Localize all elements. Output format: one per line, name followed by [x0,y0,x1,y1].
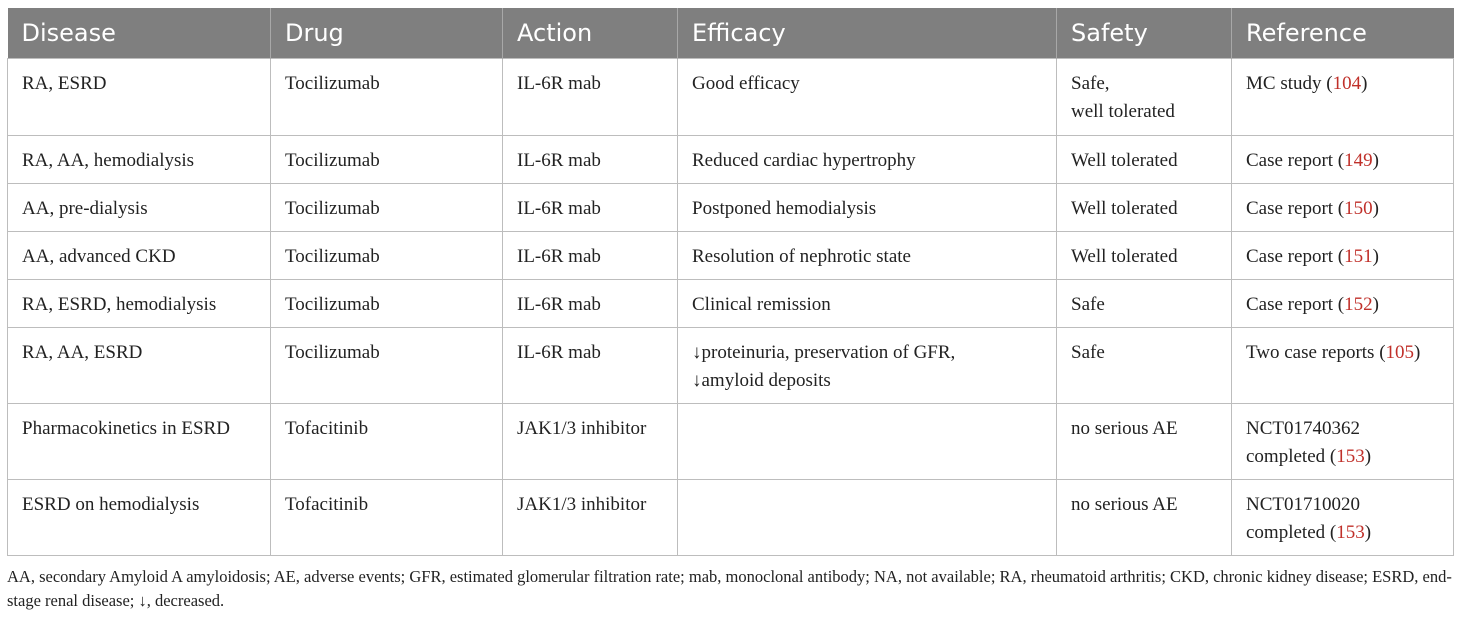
reference-text: MC study ( [1246,72,1333,94]
cell-action: JAK1/3 inhibitor [503,479,678,555]
reference-close: ) [1372,149,1379,171]
cell-efficacy: Good efficacy [678,58,1057,135]
cell-drug: Tofacitinib [271,479,503,555]
header-efficacy: Efficacy [678,8,1057,58]
table-container [7,8,1453,556]
cell-safety: Safe [1057,327,1232,403]
cell-action: IL-6R mab [503,183,678,231]
cell-efficacy [678,403,1057,479]
cell-efficacy: Postponed hemodialysis [678,183,1057,231]
table-footnote: AA, secondary Amyloid A amyloidosis; AE, adverse events; GFR, estimated glomerular filtration rate; mab, monoclonal antibody; NA, not available; RA, rheumatoid arthritis; CKD, chronic kidney disease; ESRD, end-stage renal disease; ↓, decreased. [7,567,1452,610]
cell-drug: Tofacitinib [271,403,503,479]
cell-reference [1232,327,1454,403]
reference-close: ) [1372,197,1379,219]
cell-efficacy: ↓proteinuria, preservation of GFR, ↓amyloid deposits [678,327,1057,403]
cell-action: IL-6R mab [503,135,678,183]
reference-close: ) [1414,341,1421,363]
cell-reference [1232,403,1454,479]
reference-link[interactable]: 151 [1344,245,1373,267]
cell-drug: Tocilizumab [271,327,503,403]
reference-close: ) [1364,445,1372,467]
cell-reference [1232,58,1454,135]
reference-link[interactable]: 149 [1344,149,1373,171]
header-safety: Safety [1057,8,1232,58]
cell-safety: no serious AE [1057,479,1232,555]
table-row [8,279,1454,327]
reference-close: ) [1372,245,1379,267]
table-row [8,58,1454,135]
cell-drug: Tocilizumab [271,183,503,231]
reference-text: Case report ( [1246,197,1345,219]
cell-reference [1232,279,1454,327]
reference-link[interactable]: 152 [1344,293,1373,315]
reference-link[interactable]: 104 [1332,72,1362,94]
cell-reference [1232,479,1454,555]
cell-drug: Tocilizumab [271,58,503,135]
reference-text: Case report ( [1246,245,1345,267]
header-drug: Drug [271,8,503,58]
cell-disease: RA, AA, ESRD [8,327,271,403]
cell-disease: AA, pre-dialysis [8,183,271,231]
cell-safety: Well tolerated [1057,231,1232,279]
cell-action: IL-6R mab [503,279,678,327]
cell-action: IL-6R mab [503,58,678,135]
cell-safety: no serious AE [1057,403,1232,479]
cell-safety: Safe [1057,279,1232,327]
cell-action: IL-6R mab [503,327,678,403]
table-row [8,479,1454,555]
cell-reference [1232,135,1454,183]
reference-close: ) [1361,72,1368,94]
cell-safety: Well tolerated [1057,183,1232,231]
reference-link[interactable]: 105 [1385,341,1415,363]
header-disease: Disease [8,8,271,58]
cell-reference [1232,231,1454,279]
reference-text: Case report ( [1246,149,1345,171]
cell-reference [1232,183,1454,231]
reference-link[interactable]: 150 [1344,197,1373,219]
reference-close: ) [1372,293,1379,315]
reference-text: Case report ( [1246,293,1345,315]
reference-close: ) [1364,521,1372,543]
cell-efficacy: Reduced cardiac hypertrophy [678,135,1057,183]
reference-text: NCT01710020 completed ( [1246,493,1360,543]
cell-disease: ESRD on hemodialysis [8,479,271,555]
table-row [8,327,1454,403]
drug-table [7,8,1454,556]
table-row [8,231,1454,279]
cell-disease: AA, advanced CKD [8,231,271,279]
cell-safety: Well tolerated [1057,135,1232,183]
reference-text: NCT01740362 completed ( [1246,417,1360,467]
cell-drug: Tocilizumab [271,135,503,183]
reference-text: Two case reports ( [1246,341,1386,363]
cell-disease: RA, ESRD, hemodialysis [8,279,271,327]
cell-drug: Tocilizumab [271,231,503,279]
table-row [8,135,1454,183]
cell-action: JAK1/3 inhibitor [503,403,678,479]
table-row [8,183,1454,231]
reference-link[interactable]: 153 [1336,521,1365,543]
header-action: Action [503,8,678,58]
cell-efficacy [678,479,1057,555]
cell-disease: RA, AA, hemodialysis [8,135,271,183]
cell-safety: Safe, well tolerated [1057,58,1232,135]
reference-link[interactable]: 153 [1336,445,1365,467]
table-row [8,403,1454,479]
cell-efficacy: Clinical remission [678,279,1057,327]
table-header-row [8,8,1454,58]
cell-efficacy: Resolution of nephrotic state [678,231,1057,279]
cell-disease: Pharmacokinetics in ESRD [8,403,271,479]
cell-drug: Tocilizumab [271,279,503,327]
cell-action: IL-6R mab [503,231,678,279]
header-reference: Reference [1232,8,1454,58]
cell-disease: RA, ESRD [8,58,271,135]
